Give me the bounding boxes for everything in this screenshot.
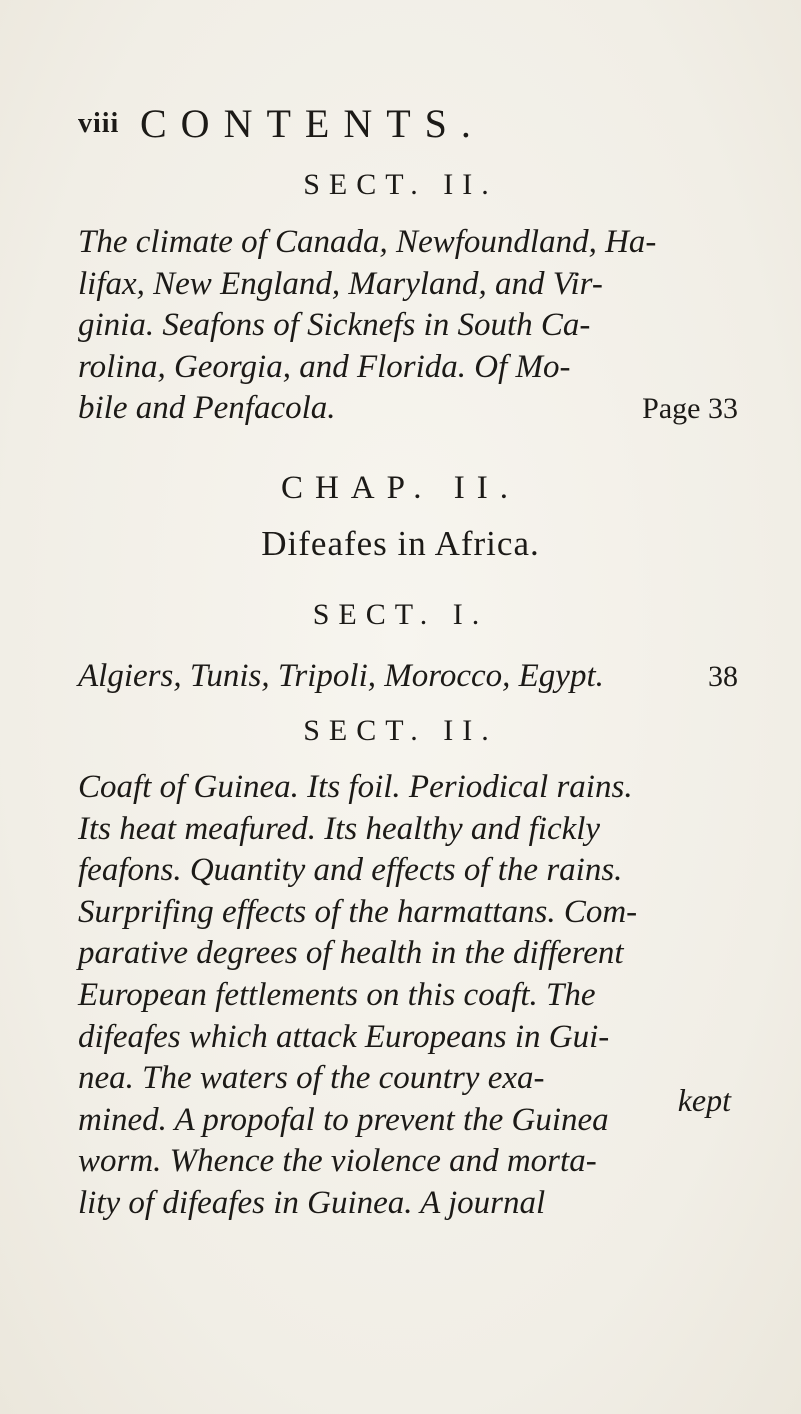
section-heading-sect-1: SECT. I. — [312, 598, 489, 631]
entry-line: Its heat meafured. Its healthy and fickly — [78, 810, 601, 847]
entry-line: bile and Penfacola. — [78, 390, 336, 427]
contents-title: CONTENTS. — [140, 101, 485, 146]
running-head — [78, 100, 718, 144]
page-reference: Page 33 — [642, 392, 738, 426]
entry-line: Coaft of Guinea. Its foil. Periodical rains. — [78, 769, 633, 805]
entry-last-line — [78, 388, 738, 430]
entry-line: difeafes which attack Europeans in Gui- — [78, 1018, 610, 1055]
entry-line: lifax, New England, Maryland, and Vir- — [78, 265, 603, 302]
entry-line: rolina, Georgia, and Florida. Of Mo- — [78, 348, 571, 385]
entry-line: feafons. Quantity and effects of the rains. — [78, 852, 623, 889]
entry-line: worm. Whence the violence and morta- — [78, 1143, 597, 1180]
entry-line: ginia. Seafons of Sicknefs in South Ca- — [78, 307, 591, 344]
chapter-subtitle: Difeafes in Africa. — [261, 524, 540, 563]
entry-line: lity of difeafes in Guinea. A journal — [78, 1184, 546, 1221]
section-entry-guinea — [78, 767, 738, 1225]
section-heading-sect-2-guinea: SECT. II. — [303, 714, 498, 747]
section-entry-barbary — [78, 656, 738, 698]
section-entry-climate — [78, 222, 738, 430]
entry-line: parative degrees of health in the different — [78, 935, 624, 972]
entry-line: Algiers, Tunis, Tripoli, Morocco, Egypt. — [78, 658, 604, 694]
entry-line: mined. A propofal to prevent the Guinea — [78, 1101, 609, 1138]
chapter-heading: CHAP. II. — [280, 470, 521, 506]
entry-line: nea. The waters of the country exa- — [78, 1060, 545, 1097]
page-reference: 38 — [708, 660, 738, 693]
entry-line: Surprifing effects of the harmattans. Com- — [78, 893, 638, 930]
entry-line: European fettlements on this coaft. The — [78, 976, 596, 1013]
page-folio: viii — [78, 108, 120, 139]
entry-last-line — [78, 656, 738, 698]
section-heading-sect-2: SECT. II. — [303, 168, 498, 201]
entry-line: The climate of Canada, Newfoundland, Ha- — [78, 224, 657, 260]
catchword: kept — [677, 1082, 731, 1118]
